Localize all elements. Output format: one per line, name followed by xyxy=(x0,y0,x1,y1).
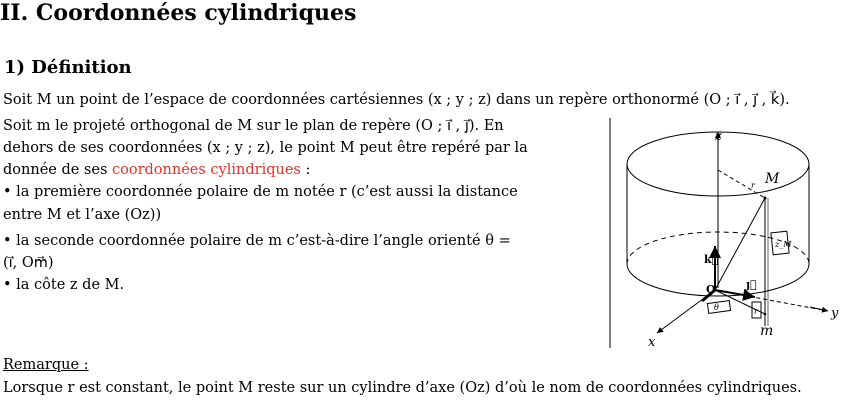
label-j: ȷ⃗ xyxy=(746,278,757,291)
label-zM: z_M xyxy=(775,240,792,249)
intro-line: Soit M un point de l’espace de coordonnées cartésiennes (x ; y ; z) dans un repère orthonormé (O ; ı⃗ , ȷ⃗ , k⃗). xyxy=(3,92,790,108)
para-line-3-start: donnée de ses xyxy=(3,162,113,178)
label-k: k⃗ xyxy=(704,253,719,266)
cylindrical-coords-term: coordonnées cylindriques xyxy=(112,162,301,178)
para-line-2: dehors de ses coordonnées (x ; y ; z), le point M peut être repéré par la xyxy=(3,140,528,156)
bullet-2-line-a: • la seconde coordonnée polaire de m c’est-à-dire l’angle orienté θ = xyxy=(3,233,511,249)
bullet-1-line-b: entre M et l’axe (Oz)) xyxy=(3,207,162,223)
label-m: m xyxy=(760,323,774,339)
point-m xyxy=(764,313,767,316)
bullet-1-line-a: • la première coordonnée polaire de m notée r (c’est aussi la distance xyxy=(3,184,518,200)
OM-line xyxy=(715,198,765,290)
para-line-1: Soit m le projeté orthogonal de M sur le plan de repère (O ; ı⃗ , ȷ⃗). En xyxy=(3,118,504,134)
section-title: II. Coordonnées cylindriques xyxy=(0,0,357,26)
bullet-3: • la côte z de M. xyxy=(3,277,125,293)
theta-box xyxy=(707,301,730,314)
label-r-top: r xyxy=(751,181,755,190)
y-axis xyxy=(810,307,828,311)
label-x: x xyxy=(648,335,656,350)
bullet-2-line-b: (ı⃗, Om⃗) xyxy=(3,255,54,271)
cylinder-figure xyxy=(605,118,852,350)
para-line-3 xyxy=(3,161,310,180)
label-O: O xyxy=(706,283,716,296)
label-theta: θ xyxy=(714,303,719,312)
label-r: r xyxy=(754,307,758,316)
subsection-title: 1) Définition xyxy=(4,57,132,78)
label-M: M xyxy=(765,171,780,187)
label-y: y xyxy=(831,306,839,321)
r-top-dashed xyxy=(718,170,765,198)
remark-text: Lorsque r est constant, le point M reste sur un cylindre d’axe (Oz) d’où le nom de coordonnées cylindriques. xyxy=(3,380,802,396)
remark-title: Remarque : xyxy=(3,357,89,373)
para-line-3-end: : xyxy=(300,162,311,178)
label-z: z xyxy=(715,129,722,144)
